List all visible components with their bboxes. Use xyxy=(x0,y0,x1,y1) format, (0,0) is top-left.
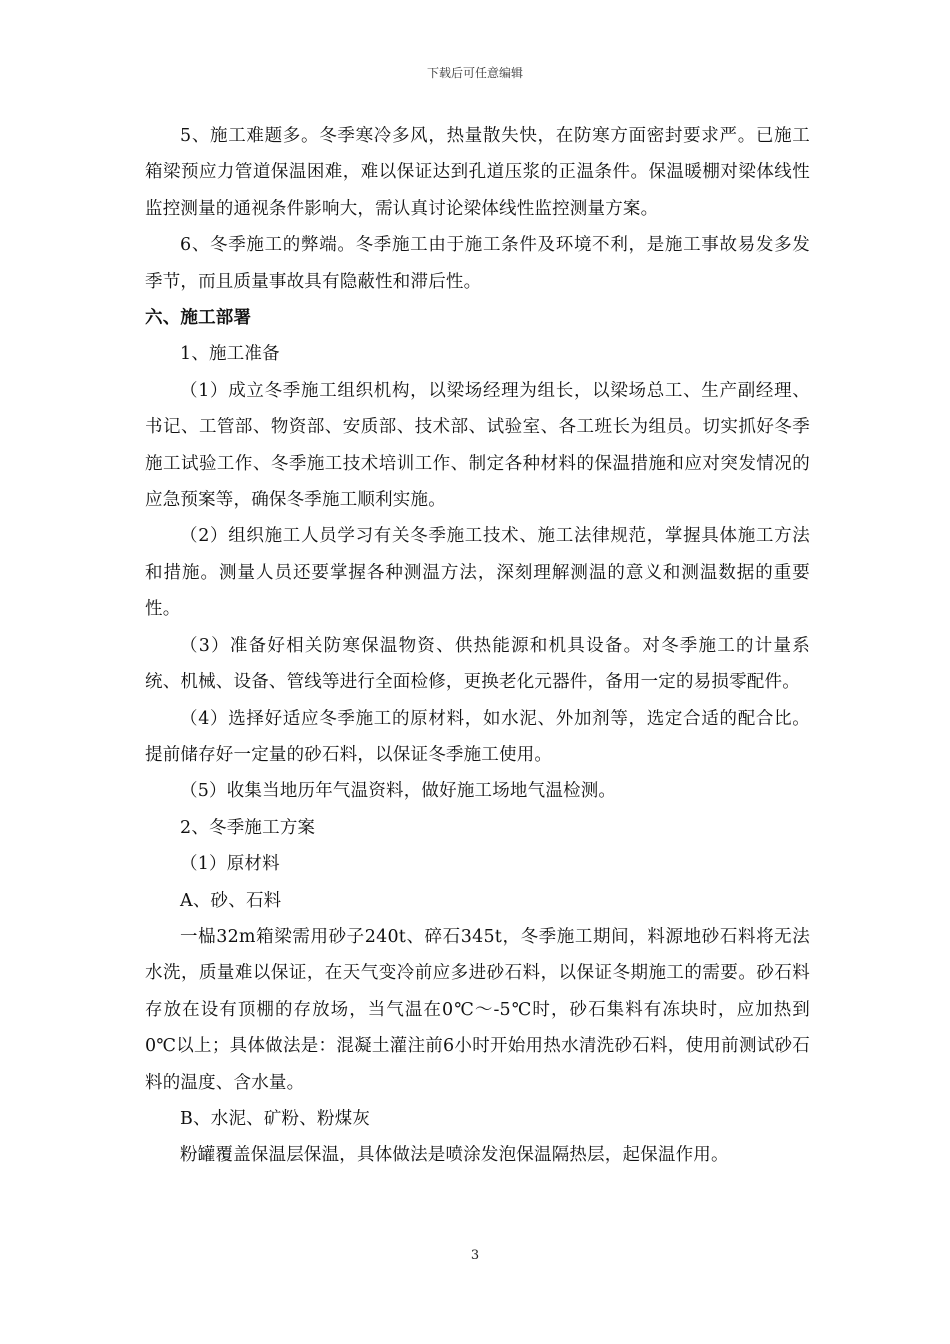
paragraph-raw-materials-selection: （4）选择好适应冬季施工的原材料，如水泥、外加剂等，选定合适的配合比。提前储存好一定量的砂石料，以保证冬季施工使用。 xyxy=(145,708,810,765)
paragraph-organization: （1）成立冬季施工组织机构，以梁场经理为组长，以梁场总工、生产副经理、书记、工管部、物资部、安质部、技术部、试验室、各工班长为组员。切实抓好冬季施工试验工作、冬季施工技术培训工作、制定各种材料的保温措施和应对突发情况的应急预案等，确保冬季施工顺利实施。 xyxy=(145,380,810,511)
section-heading-deployment: 六、施工部署 xyxy=(145,308,252,329)
paragraph-winter-drawbacks: 6、冬季施工的弊端。冬季施工由于施工条件及环境不利，是施工事故易发多发季节，而且质量事故具有隐蔽性和滞后性。 xyxy=(145,235,810,292)
item-heading-cement: B、水泥、矿粉、粉煤灰 xyxy=(180,1108,371,1129)
subheading-raw-materials: （1）原材料 xyxy=(180,854,280,875)
subheading-winter-plan: 2、冬季施工方案 xyxy=(180,817,316,838)
paragraph-cement: 粉罐覆盖保温层保温，具体做法是喷涂发泡保温隔热层，起保温作用。 xyxy=(180,1145,729,1166)
paragraph-sand-stone: 一榀32m箱梁需用砂子240t、碎石345t，冬季施工期间，料源地砂石料将无法水洗，质量难以保证，在天气变冷前应多进砂石料，以保证冬期施工的需要。砂石料存放在设有顶棚的存放场，当气温在0℃～-5℃时，砂石集料有冻块时，应加热到0℃以上；具体做法是：混凝土灌注前6小时开始用热水清洗砂石料，使用前测试砂石料的温度、含水量。 xyxy=(145,926,810,1093)
paragraph-construction-difficulty: 5、施工难题多。冬季寒冷多风，热量散失快，在防寒方面密封要求严。已施工箱梁预应力管道保温困难，难以保证达到孔道压浆的正温条件。保温暖棚对梁体线性监控测量的通视条件影响大，需认真讨论梁体线性监控测量方案。 xyxy=(145,126,810,219)
subheading-preparation: 1、施工准备 xyxy=(180,344,280,365)
page-header-note: 下载后可任意编辑 xyxy=(426,66,523,80)
item-heading-sand-stone: A、砂、石料 xyxy=(180,890,282,911)
paragraph-materials-equipment: （3）准备好相关防寒保温物资、供热能源和机具设备。对冬季施工的计量系统、机械、设备、管线等进行全面检修，更换老化元器件，备用一定的易损零配件。 xyxy=(145,635,810,693)
paragraph-temperature-data: （5）收集当地历年气温资料，做好施工场地气温检测。 xyxy=(180,781,617,802)
document-body xyxy=(145,118,810,1174)
paragraph-training: （2）组织施工人员学习有关冬季施工技术、施工法律规范，掌握具体施工方法和措施。测量人员还要掌握各种测温方法，深刻理解测温的意义和测温数据的重要性。 xyxy=(145,526,810,620)
page-number: 3 xyxy=(470,1248,480,1263)
